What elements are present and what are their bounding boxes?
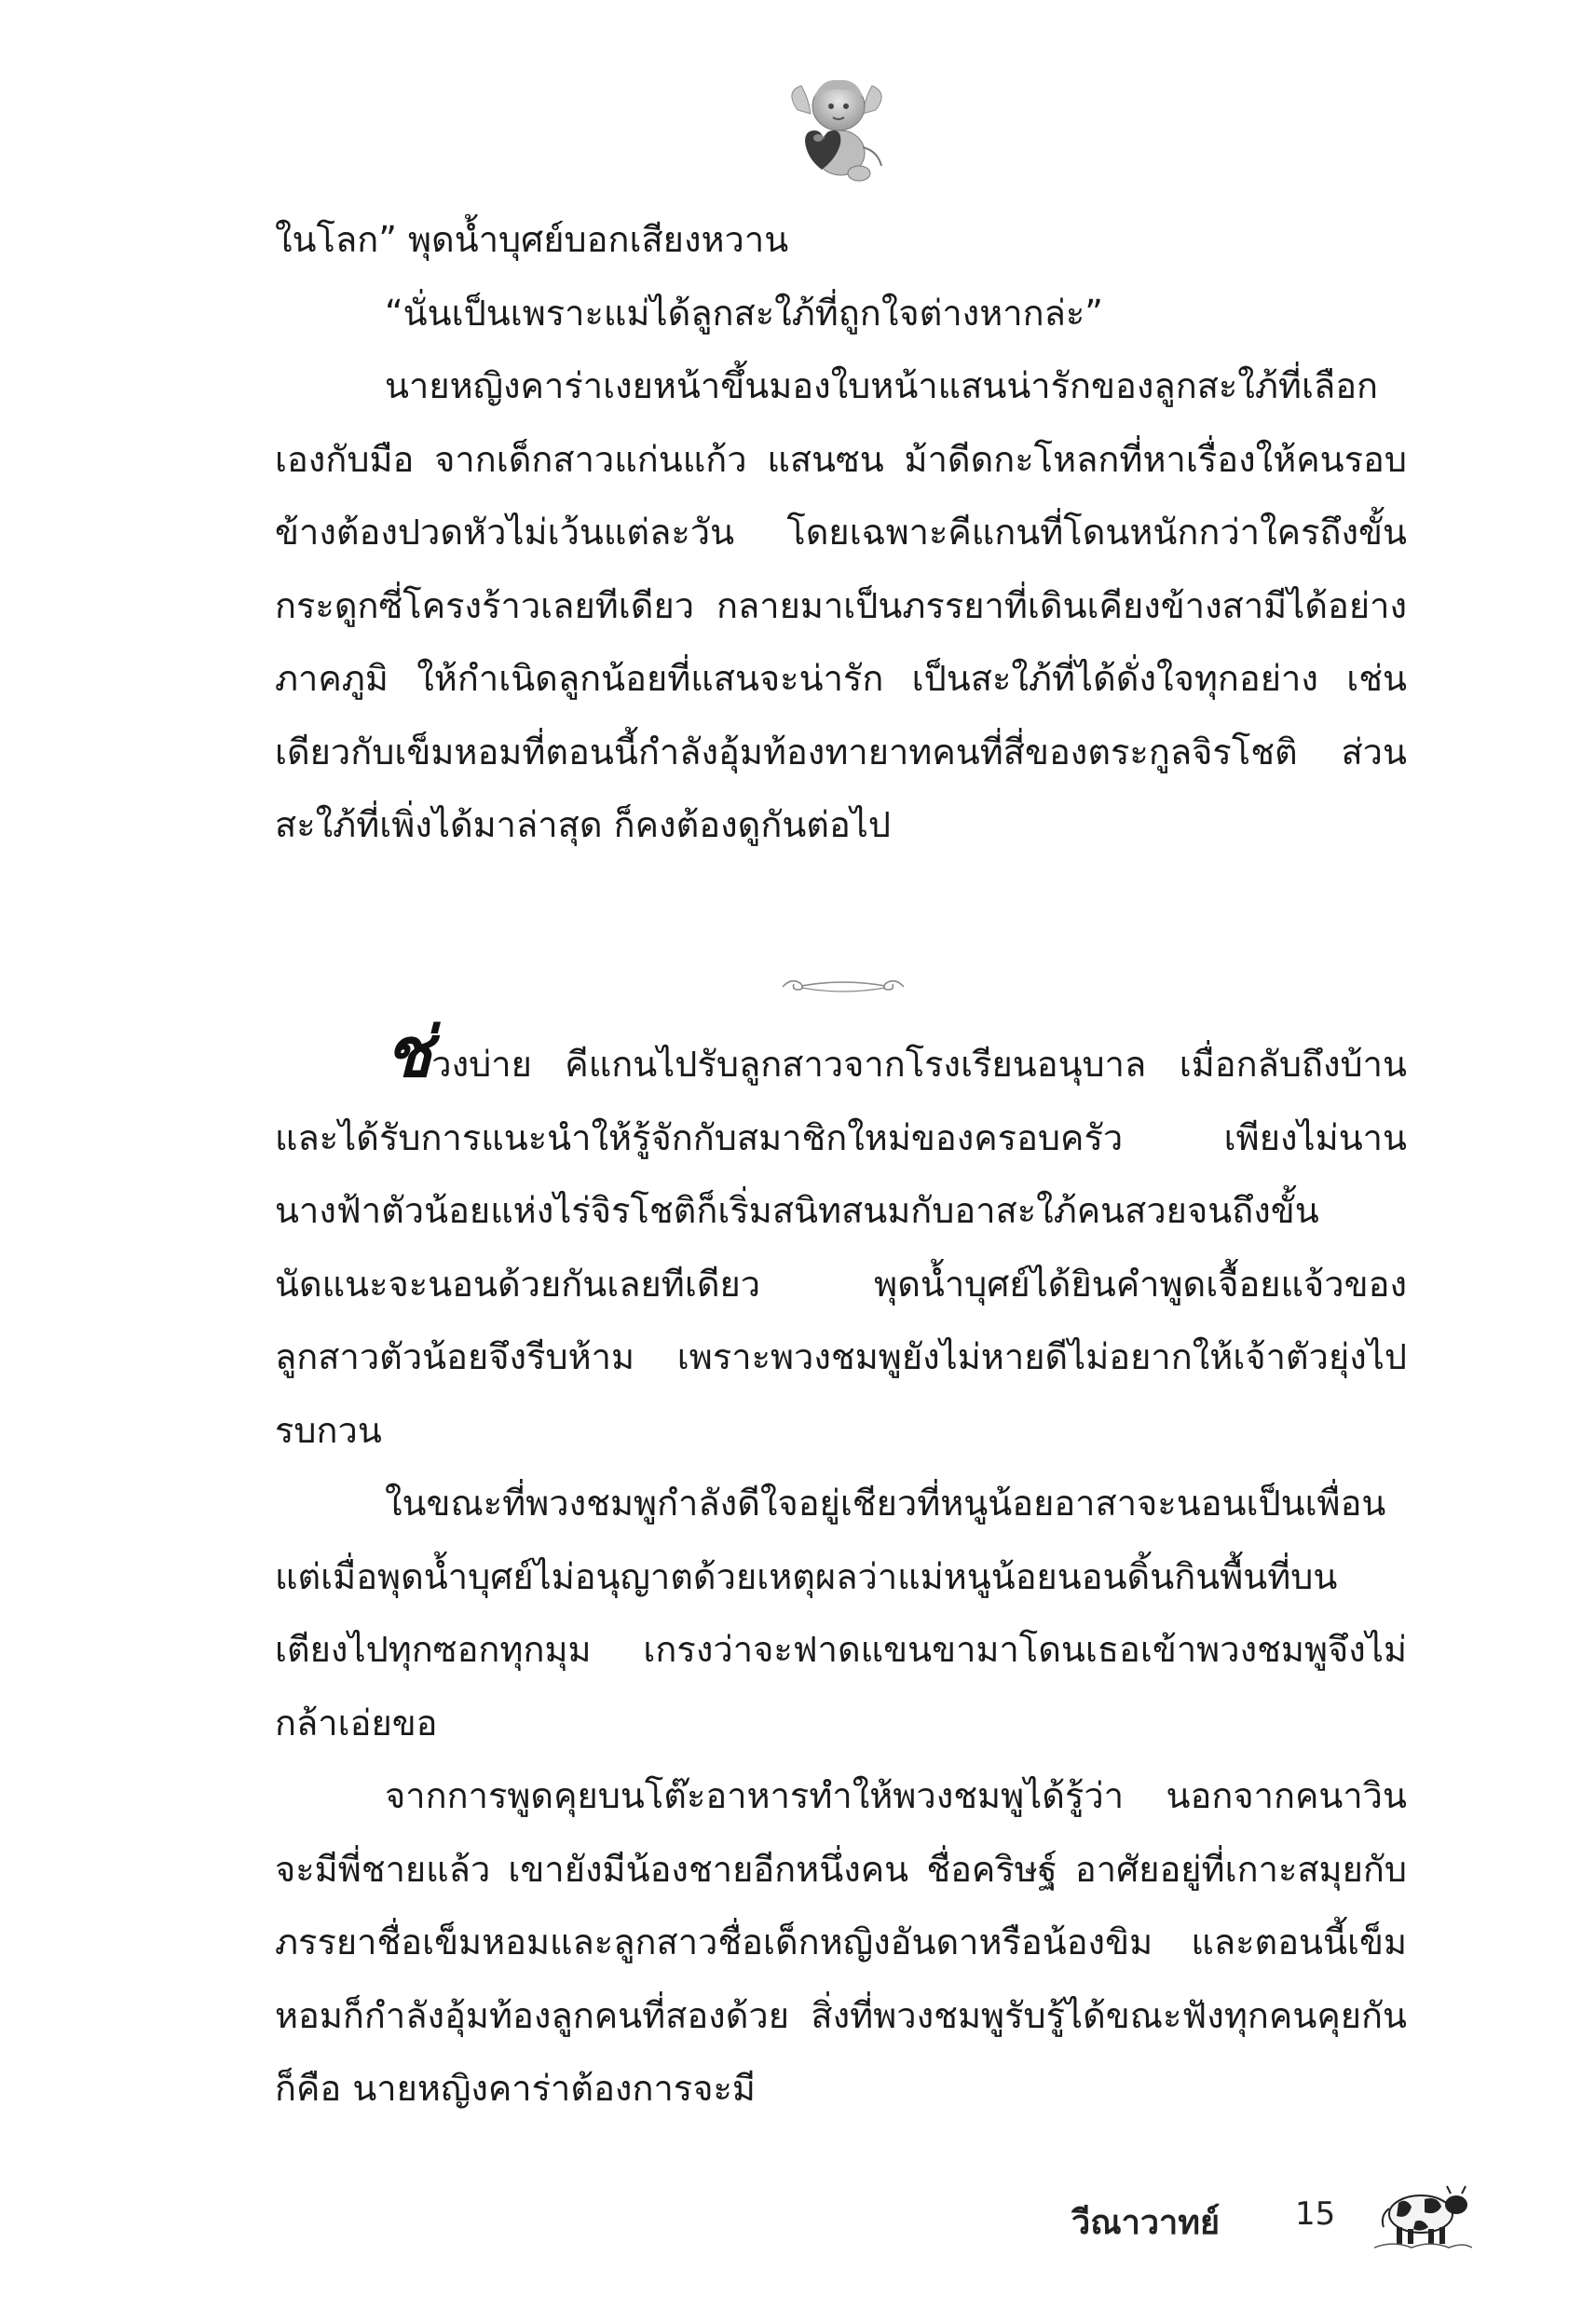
paragraph: จากการพูดคุยบนโต๊ะอาหารทำให้พวงชมพูได้รู้ว่า นอกจากคนาวินจะมีพี่ชายแล้ว เขายังมีน้องชายอีกหนึ่งคน ชื่อคริษฐ์ อาศัยอยู่ที่เกาะสมุยกับภรรยาชื่อเข็มหอมและลูกสาวชื่อเด็กหญิงอันดาหรือน้องขิม และตอนนี้เข็มหอมก็กำลังอุ้มท้องลูกคนที่สองด้วย สิ่งที่พวงชมพูรับรู้ได้ขณะฟังทุกคนคุยกันก็คือ นายหญิงคาร่าต้องการจะมี <box>275 1775 1407 2109</box>
cow-icon <box>1374 2179 1472 2251</box>
paragraph: “นั่นเป็นเพราะแม่ได้ลูกสะใภ้ที่ถูกใจต่างหากล่ะ” <box>385 292 1103 334</box>
cherub-icon <box>781 73 893 185</box>
paragraph: ในโลก” พุดน้ำบุศย์บอกเสียงหวาน <box>275 219 789 260</box>
paragraph: ในขณะที่พวงชมพูกำลังดีใจอยู่เชียวที่หนูน้อยอาสาจะนอนเป็นเพื่อน แต่เมื่อพุดน้ำบุศย์ไม่อนุญาตด้วยเหตุผลว่าแม่หนูน้อยนอนดิ้นกินพื้นที่บนเตียงไปทุกซอกทุกมุม เกรงว่าจะฟาดแขนขามาโดนเธอเข้าพวงชมพูจึงไม่กล้าเอ่ยขอ <box>275 1483 1407 1744</box>
paragraph <box>275 1013 1407 1467</box>
paragraph: นายหญิงคาร่าเงยหน้าขึ้นมองใบหน้าแสนน่ารักของลูกสะใภ้ที่เลือกเองกับมือ จากเด็กสาวแก่นแก้ว แสนซน ม้าดีดกะโหลกที่หาเรื่องให้คนรอบข้างต้องปวดหัวไม่เว้นแต่ละวัน โดยเฉพาะคีแกนที่โดนหนักกว่าใครถึงขั้นกระดูกซี่โครงร้าวเลยทีเดียว กลายมาเป็นภรรยาที่เดินเคียงข้างสามีได้อย่างภาคภูมิ ให้กำเนิดลูกน้อยที่แสนจะน่ารัก เป็นสะใภ้ที่ได้ดั่งใจทุกอย่าง เช่นเดียวกับเข็มหอมที่ตอนนี้กำลังอุ้มท้องทายาทคนที่สี่ของตระกูลจิรโชติ ส่วนสะใภ้ที่เพิ่งได้มาล่าสุด ก็คงต้องดูกันต่อไป <box>275 365 1407 845</box>
page-footer <box>1071 2186 1463 2261</box>
book-title: วีณาวาทย์ <box>1071 2204 1221 2242</box>
page-number: 15 <box>1295 2195 1336 2233</box>
paragraph-text: วงบ่าย คีแกนไปรับลูกสาวจากโรงเรียนอนุบาล เมื่อกลับถึงบ้านและได้รับการแนะนำให้รู้จักกับสมาชิกใหม่ของครอบครัว เพียงไม่นานนางฟ้าตัวน้อยแห่งไร่จิรโชติก็เริ่มสนิทสนมกับอาสะใภ้คนสวยจนถึงขั้นนัดแนะจะนอนด้วยกันเลยทีเดียว พุดน้ำบุศย์ได้ยินคำพูดเจื้อยแจ้วของลูกสาวตัวน้อยจึงรีบห้าม เพราะพวงชมพูยังไม่หายดีไม่อยากให้เจ้าตัวยุ่งไปรบกวน <box>275 1044 1407 1451</box>
text-block-bottom <box>275 1013 1407 2126</box>
text-block-top <box>275 203 1407 862</box>
dropcap: ช่ <box>385 1013 432 1093</box>
scroll-divider-icon <box>773 973 913 1001</box>
